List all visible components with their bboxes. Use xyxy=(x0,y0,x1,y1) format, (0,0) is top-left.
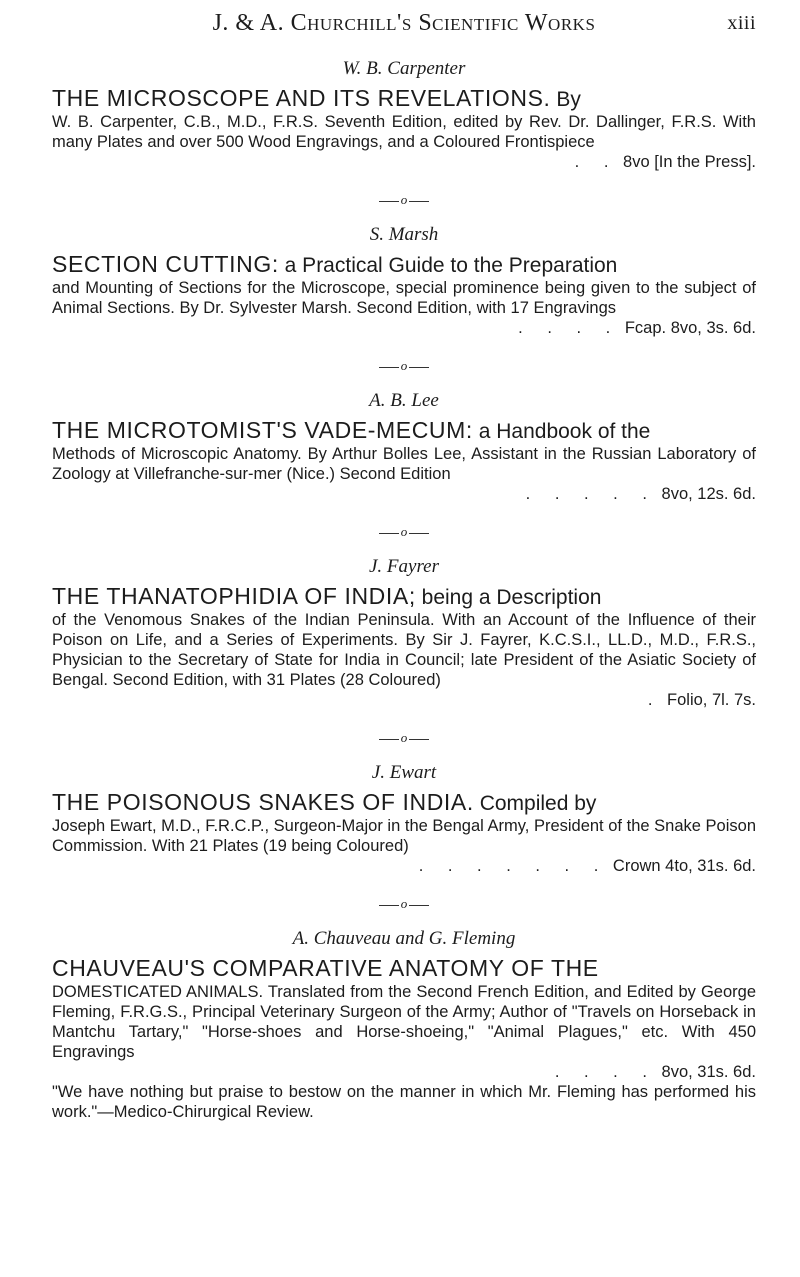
entry-title-rest: a Handbook of the xyxy=(478,420,651,443)
entry-title-rest: a Practical Guide to the Preparation xyxy=(284,254,618,277)
entry-title: SECTION CUTTING: xyxy=(52,251,279,277)
entry-title-rest: By xyxy=(556,88,581,111)
entry-price: Folio, 7l. 7s. xyxy=(667,691,756,709)
entry-price: Fcap. 8vo, 3s. 6d. xyxy=(624,319,756,337)
divider-glyph: o xyxy=(400,730,408,745)
catalogue-entry-ewart xyxy=(52,762,756,876)
entry-description: Joseph Ewart, M.D., F.R.C.P., Surgeon-Major in the Bengal Army, President of the Snake Poison Commission. With 21 Plates (19 being Coloured) xyxy=(52,817,756,855)
entry-price-line: . . 8vo [In the Press]. xyxy=(574,153,756,171)
author-line: W. B. Carpenter xyxy=(342,58,466,79)
section-divider xyxy=(52,358,756,372)
entry-price-line: . Folio, 7l. 7s. xyxy=(647,691,756,709)
entry-price-line: . . . . . . . Crown 4to, 31s. 6d. xyxy=(418,857,756,875)
catalogue-entries xyxy=(52,58,756,1122)
entry-description: W. B. Carpenter, C.B., M.D., F.R.S. Seventh Edition, edited by Rev. Dr. Dallinger, F.R.S. With many Plates and over 500 Wood Engravings, and a Coloured Frontispiece xyxy=(52,113,756,151)
catalogue-entry-chauveau xyxy=(52,928,756,1122)
divider-glyph: o xyxy=(400,896,408,911)
section-divider xyxy=(52,192,756,206)
entry-description: and Mounting of Sections for the Microscope, special prominence being given to the subject of Animal Sections. By Dr. Sylvester Marsh. Second Edition, with 17 Engravings xyxy=(52,279,756,317)
section-divider xyxy=(52,524,756,538)
author-line: A. B. Lee xyxy=(369,390,439,411)
author-line: A. Chauveau and G. Fleming xyxy=(292,928,516,949)
entry-price-line: . . . . 8vo, 31s. 6d. xyxy=(554,1063,756,1081)
running-head-title: J. & A. Churchill's Scientific Works xyxy=(212,10,596,36)
divider-glyph: o xyxy=(400,358,408,373)
entry-heading xyxy=(52,252,756,278)
catalogue-entry-marsh xyxy=(52,224,756,338)
entry-heading xyxy=(52,956,756,982)
entry-title: THE MICROTOMIST'S VADE-MECUM: xyxy=(52,417,473,443)
entry-title: THE POISONOUS SNAKES OF INDIA. xyxy=(52,789,474,815)
page-number: xiii xyxy=(727,12,756,34)
entry-heading xyxy=(52,418,756,444)
catalogue-entry-fayrer xyxy=(52,556,756,710)
entry-description: DOMESTICATED ANIMALS. Translated from the Second French Edition, and Edited by George Fleming, F.R.G.S., Principal Veterinary Surgeon of the Army; Author of "Travels on Horseback in Mantchu Tartary," "Horse-shoes and Horse-shoeing," "Animal Plagues," etc. With 450 Engravings xyxy=(52,983,756,1061)
entry-title: THE THANATOPHIDIA OF INDIA; xyxy=(52,583,416,609)
entry-price-line: . . . . Fcap. 8vo, 3s. 6d. xyxy=(518,319,756,337)
author-line: S. Marsh xyxy=(369,224,439,245)
divider-glyph: o xyxy=(400,524,408,539)
section-divider xyxy=(52,730,756,744)
entry-price: 8vo [In the Press]. xyxy=(623,153,756,171)
catalogue-entry-carpenter xyxy=(52,58,756,172)
entry-description: Methods of Microscopic Anatomy. By Arthur Bolles Lee, Assistant in the Russian Laboratory of Zoology at Villefranche-sur-mer (Nice.) Second Edition xyxy=(52,445,756,483)
entry-title: THE MICROSCOPE AND ITS REVELATIONS. xyxy=(52,85,551,111)
review-quote: "We have nothing but praise to bestow on the manner in which Mr. Fleming has performed his work."—Medico-Chirurgical Review. xyxy=(52,1083,756,1121)
author-line: J. Fayrer xyxy=(369,556,439,577)
entry-price-line: . . . . . 8vo, 12s. 6d. xyxy=(525,485,756,503)
entry-heading xyxy=(52,790,756,816)
entry-description: of the Venomous Snakes of the Indian Peninsula. With an Account of the Influence of their Poison on Life, and a Series of Experiments. By Sir J. Fayrer, K.C.S.I., LL.D., M.D., F.R.S., Physician to the Secretary of State for India in Council; late President of the Asiatic Society of Bengal. Second Edition, with 31 Plates (28 Coloured) xyxy=(52,611,756,689)
entry-title-rest: Compiled by xyxy=(479,792,597,815)
entry-heading xyxy=(52,584,756,610)
entry-title: CHAUVEAU'S COMPARATIVE ANATOMY OF THE xyxy=(52,955,599,981)
catalogue-entry-lee xyxy=(52,390,756,504)
entry-price: 8vo, 12s. 6d. xyxy=(661,485,756,503)
entry-price: 8vo, 31s. 6d. xyxy=(661,1063,756,1081)
entry-price: Crown 4to, 31s. 6d. xyxy=(612,857,756,875)
section-divider xyxy=(52,896,756,910)
running-head xyxy=(52,8,756,48)
entry-heading xyxy=(52,86,756,112)
divider-glyph: o xyxy=(400,192,408,207)
entry-title-rest: being a Description xyxy=(421,586,602,609)
author-line: J. Ewart xyxy=(371,762,437,783)
